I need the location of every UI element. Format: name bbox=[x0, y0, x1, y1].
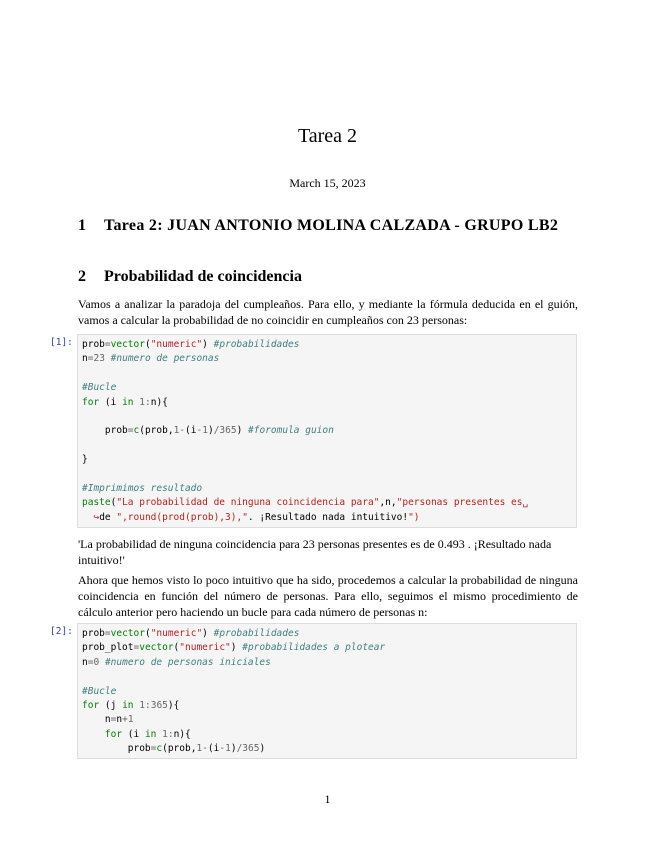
section-number: 1 bbox=[78, 217, 86, 234]
code-line: n=23 #numero de personas bbox=[82, 353, 220, 365]
cell-prompt: [1]: bbox=[50, 337, 73, 348]
code-line: for (i in 1:n){ bbox=[82, 396, 168, 408]
code-line: paste("La probabilidad de ninguna coincidencia para",n,"personas presentes es␣ bbox=[82, 497, 529, 509]
page-number: 1 bbox=[324, 792, 331, 806]
code-line: #Bucle bbox=[82, 382, 117, 394]
code-line: prob_plot=vector("numeric") #probabilidades a plotear bbox=[82, 642, 386, 654]
document-title: Tarea 2 bbox=[297, 125, 358, 147]
code-line bbox=[82, 439, 572, 453]
code-line: for (i in 1:n){ bbox=[104, 728, 191, 740]
code-line: n=0 #numero de personas iniciales bbox=[82, 656, 271, 668]
section-heading-1 bbox=[78, 216, 578, 236]
code-line: #Imprimimos resultado bbox=[82, 482, 203, 494]
code-line: prob=vector("numeric") #probabilidades bbox=[82, 628, 300, 639]
code-line: prob=vector("numeric") #probabilidades bbox=[82, 339, 300, 350]
code-line: prob=c(prob,1-(i-1)/365) #foromula guion bbox=[82, 425, 334, 437]
code-line: #Bucle bbox=[82, 685, 117, 697]
code-cell[interactable] bbox=[77, 623, 577, 759]
section-heading-2 bbox=[78, 267, 302, 287]
code-line: for (j in 1:365){ bbox=[82, 699, 180, 711]
cell-output: 'La probabilidad de ninguna coincidencia para 23 personas presentes es de 0.493 . ¡Resultado nada intuitivo!' bbox=[78, 537, 552, 567]
code-line bbox=[82, 410, 572, 424]
code-line: prob=c(prob,1-(i-1)/365) bbox=[82, 743, 266, 755]
section-title: Probabilidad de coincidencia bbox=[104, 268, 302, 285]
cell-prompt: [2]: bbox=[50, 626, 73, 637]
section-number: 2 bbox=[78, 268, 86, 285]
intro-paragraph: Vamos a analizar la paradoja del cumpleaños. Para ello, y mediante la fórmula deducida en el guión, vamos a calcular la probabilidad de no coincidir en cumpleaños con 23 personas: bbox=[78, 297, 578, 327]
document-date: March 15, 2023 bbox=[289, 176, 366, 190]
code-line: } bbox=[82, 454, 88, 466]
code-cell[interactable] bbox=[77, 334, 577, 528]
section-title: Tarea 2: JUAN ANTONIO MOLINA CALZADA - GRUPO LB2 bbox=[104, 217, 559, 234]
code-line bbox=[82, 367, 572, 381]
code-line bbox=[82, 468, 572, 482]
code-line bbox=[82, 670, 572, 684]
second-paragraph: Ahora que hemos visto lo poco intuitivo que ha sido, procedemos a calcular la probabilidad de ninguna coincidencia en función del número de personas. Para ello, seguimos el mismo procedimiento de cálculo anterior pero haciendo un bucle para cada número de personas n: bbox=[78, 573, 578, 619]
code-line: ↪de ",round(prod(prob),3),". ¡Resultado nada intuitivo!") bbox=[93, 511, 420, 523]
code-line: n=n+1 bbox=[82, 714, 134, 726]
